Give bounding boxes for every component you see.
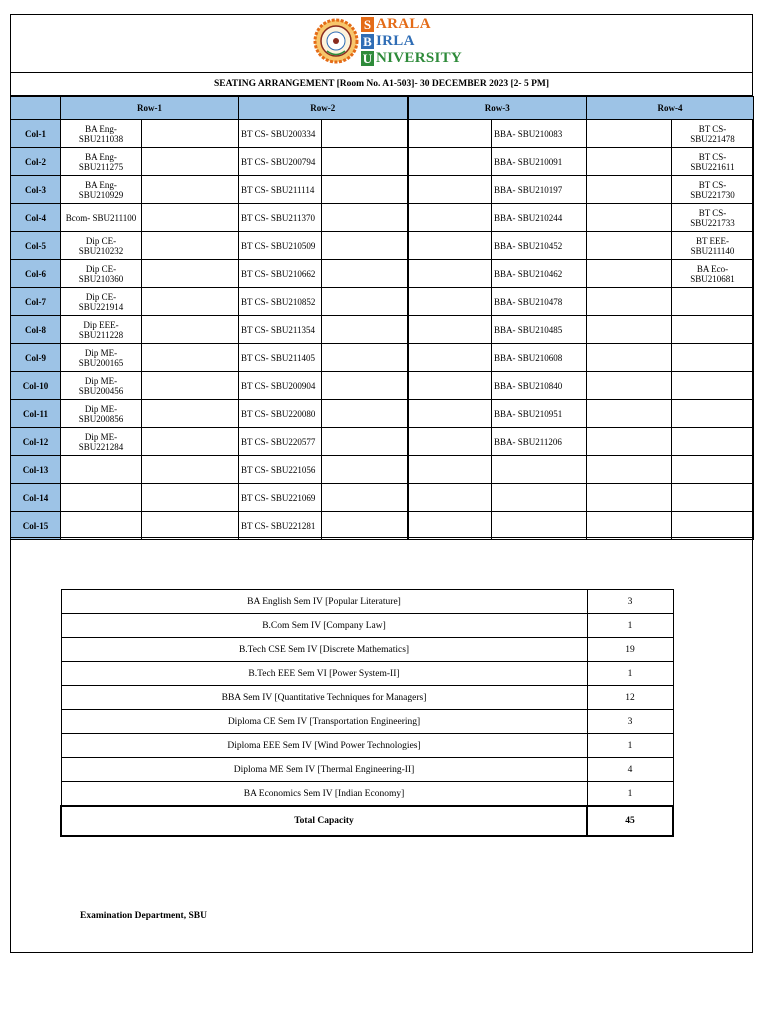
seat-cell xyxy=(672,344,754,372)
seating-row xyxy=(11,344,754,372)
empty-cell xyxy=(408,484,492,512)
course-count: 4 xyxy=(587,758,673,782)
seat-cell: BT CS- SBU210662 xyxy=(239,260,322,288)
summary-row xyxy=(61,686,673,710)
seating-header-row xyxy=(11,97,754,120)
total-label: Total Capacity xyxy=(61,806,587,836)
seat-cell: BT CS- SBU200904 xyxy=(239,372,322,400)
total-value: 45 xyxy=(587,806,673,836)
seat-cell: BT CS- SBU211405 xyxy=(239,344,322,372)
seat-cell: BBA- SBU210485 xyxy=(492,316,587,344)
seat-cell: BBA- SBU211206 xyxy=(492,428,587,456)
empty-cell xyxy=(587,456,672,484)
course-name: BA English Sem IV [Popular Literature] xyxy=(61,590,587,614)
seat-cell: BA Eng- SBU211275 xyxy=(61,148,142,176)
seating-table xyxy=(10,96,754,540)
seat-cell: BT CS- SBU200794 xyxy=(239,148,322,176)
seat-cell: Dip EEE- SBU211228 xyxy=(61,316,142,344)
empty-cell xyxy=(322,176,408,204)
brand-initial: S xyxy=(361,17,374,32)
seat-cell xyxy=(61,484,142,512)
seat-cell xyxy=(672,400,754,428)
column-label: Col-9 xyxy=(11,344,61,372)
course-name: B.Com Sem IV [Company Law] xyxy=(61,614,587,638)
course-name: Diploma EEE Sem IV [Wind Power Technologies] xyxy=(61,734,587,758)
empty-cell xyxy=(408,288,492,316)
empty-cell xyxy=(322,372,408,400)
seat-cell xyxy=(61,512,142,540)
seat-cell: BT CS- SBU211354 xyxy=(239,316,322,344)
seat-cell: Dip CE- SBU210232 xyxy=(61,232,142,260)
seat-cell: BT CS- SBU210509 xyxy=(239,232,322,260)
empty-cell xyxy=(142,344,239,372)
empty-cell xyxy=(142,148,239,176)
course-count: 3 xyxy=(587,590,673,614)
column-label: Col-1 xyxy=(11,120,61,148)
empty-cell xyxy=(408,400,492,428)
empty-cell xyxy=(322,120,408,148)
seating-row xyxy=(11,120,754,148)
seat-cell: BT CS- SBU221281 xyxy=(239,512,322,540)
empty-cell xyxy=(587,204,672,232)
empty-cell xyxy=(408,120,492,148)
header-row-4: Row-4 xyxy=(587,97,754,120)
course-name: BA Economics Sem IV [Indian Economy] xyxy=(61,782,587,807)
header-row-3: Row-3 xyxy=(408,97,587,120)
seating-row xyxy=(11,316,754,344)
course-name: BBA Sem IV [Quantitative Techniques for Managers] xyxy=(61,686,587,710)
page-title: SEATING ARRANGEMENT [Room No. A1-503]- 30 DECEMBER 2023 [2- 5 PM] xyxy=(10,72,753,96)
empty-cell xyxy=(408,372,492,400)
brand-line xyxy=(361,16,462,33)
empty-cell xyxy=(142,176,239,204)
seating-row xyxy=(11,484,754,512)
empty-cell xyxy=(322,232,408,260)
seat-cell: BBA- SBU210608 xyxy=(492,344,587,372)
seat-cell: BT CS- SBU211114 xyxy=(239,176,322,204)
empty-cell xyxy=(322,148,408,176)
empty-cell xyxy=(322,428,408,456)
seat-cell xyxy=(672,316,754,344)
empty-cell xyxy=(322,400,408,428)
summary-row xyxy=(61,710,673,734)
brand-initial: B xyxy=(361,34,374,49)
empty-cell xyxy=(142,484,239,512)
empty-cell xyxy=(322,316,408,344)
column-label: Col-3 xyxy=(11,176,61,204)
column-label: Col-13 xyxy=(11,456,61,484)
empty-cell xyxy=(408,456,492,484)
seat-cell: BT CS- SBU221478 xyxy=(672,120,754,148)
seat-cell: BT CS- SBU221056 xyxy=(239,456,322,484)
empty-cell xyxy=(408,344,492,372)
column-label: Col-15 xyxy=(11,512,61,540)
seat-cell: BBA- SBU210197 xyxy=(492,176,587,204)
seat-cell: Bcom- SBU211100 xyxy=(61,204,142,232)
course-count: 1 xyxy=(587,614,673,638)
empty-cell xyxy=(587,400,672,428)
corner-cell xyxy=(11,97,61,120)
empty-cell xyxy=(587,428,672,456)
seat-cell: BT CS- SBU211370 xyxy=(239,204,322,232)
seating-row xyxy=(11,512,754,540)
empty-cell xyxy=(142,288,239,316)
empty-cell xyxy=(587,316,672,344)
seat-cell xyxy=(492,512,587,540)
total-row xyxy=(61,806,673,836)
logo-header xyxy=(10,14,753,72)
brand-word: IRLA xyxy=(376,33,415,49)
empty-cell xyxy=(408,176,492,204)
seat-cell: BBA- SBU210462 xyxy=(492,260,587,288)
empty-cell xyxy=(587,288,672,316)
section-divider xyxy=(10,537,753,538)
seat-cell: BBA- SBU210840 xyxy=(492,372,587,400)
column-label: Col-10 xyxy=(11,372,61,400)
seat-cell xyxy=(492,484,587,512)
seat-cell: BT CS- SBU220080 xyxy=(239,400,322,428)
course-name: B.Tech EEE Sem VI [Power System-II] xyxy=(61,662,587,686)
seat-cell: Dip CE- SBU221914 xyxy=(61,288,142,316)
seat-cell: Dip ME- SBU200456 xyxy=(61,372,142,400)
column-label: Col-11 xyxy=(11,400,61,428)
column-label: Col-12 xyxy=(11,428,61,456)
seat-cell: BBA- SBU210478 xyxy=(492,288,587,316)
course-name: B.Tech CSE Sem IV [Discrete Mathematics] xyxy=(61,638,587,662)
seat-cell: BBA- SBU210091 xyxy=(492,148,587,176)
brand-word: NIVERSITY xyxy=(376,50,463,66)
seat-cell xyxy=(672,512,754,540)
seat-cell xyxy=(672,288,754,316)
empty-cell xyxy=(322,260,408,288)
empty-cell xyxy=(587,484,672,512)
seating-row xyxy=(11,232,754,260)
empty-cell xyxy=(142,512,239,540)
empty-cell xyxy=(142,120,239,148)
empty-cell xyxy=(142,204,239,232)
column-label: Col-4 xyxy=(11,204,61,232)
seating-row xyxy=(11,372,754,400)
seat-cell: BT CS- SBU221730 xyxy=(672,176,754,204)
empty-cell xyxy=(142,400,239,428)
seat-cell: Dip ME- SBU221284 xyxy=(61,428,142,456)
empty-cell xyxy=(142,456,239,484)
seat-cell: Dip ME- SBU200856 xyxy=(61,400,142,428)
seat-cell: BT CS- SBU221733 xyxy=(672,204,754,232)
course-name: Diploma CE Sem IV [Transportation Engineering] xyxy=(61,710,587,734)
empty-cell xyxy=(408,512,492,540)
empty-cell xyxy=(142,316,239,344)
seating-row xyxy=(11,204,754,232)
brand-line xyxy=(361,50,462,67)
empty-cell xyxy=(322,456,408,484)
empty-cell xyxy=(587,232,672,260)
seat-cell: BA Eco- SBU210681 xyxy=(672,260,754,288)
seat-cell: BT CS- SBU200334 xyxy=(239,120,322,148)
empty-cell xyxy=(322,512,408,540)
empty-cell xyxy=(322,204,408,232)
empty-cell xyxy=(408,260,492,288)
course-name: Diploma ME Sem IV [Thermal Engineering-II] xyxy=(61,758,587,782)
course-count: 1 xyxy=(587,734,673,758)
empty-cell xyxy=(408,428,492,456)
brand-initial: U xyxy=(362,51,373,66)
seat-cell: BT CS- SBU221069 xyxy=(239,484,322,512)
university-wordmark xyxy=(361,16,462,67)
university-logo xyxy=(313,16,473,72)
summary-row xyxy=(61,590,673,614)
empty-cell xyxy=(142,260,239,288)
summary-row xyxy=(61,758,673,782)
seat-cell: BBA- SBU210951 xyxy=(492,400,587,428)
seat-cell: Dip ME- SBU200165 xyxy=(61,344,142,372)
summary-row xyxy=(61,638,673,662)
column-label: Col-7 xyxy=(11,288,61,316)
seating-row xyxy=(11,456,754,484)
seating-row xyxy=(11,400,754,428)
header-row-2: Row-2 xyxy=(239,97,408,120)
seat-cell: BBA- SBU210083 xyxy=(492,120,587,148)
seat-cell: BBA- SBU210452 xyxy=(492,232,587,260)
column-label: Col-2 xyxy=(11,148,61,176)
empty-cell xyxy=(408,232,492,260)
summary-row xyxy=(61,662,673,686)
column-label: Col-14 xyxy=(11,484,61,512)
seat-cell xyxy=(672,428,754,456)
course-count: 19 xyxy=(587,638,673,662)
brand-line xyxy=(361,33,462,50)
seating-row xyxy=(11,148,754,176)
seat-cell xyxy=(61,456,142,484)
empty-cell xyxy=(322,344,408,372)
empty-cell xyxy=(587,260,672,288)
empty-cell xyxy=(142,428,239,456)
seating-row xyxy=(11,428,754,456)
course-count: 1 xyxy=(587,662,673,686)
seat-cell: BA Eng- SBU211038 xyxy=(61,120,142,148)
university-seal-icon xyxy=(313,18,359,64)
brand-word: ARALA xyxy=(376,16,431,32)
summary-row xyxy=(61,614,673,638)
empty-cell xyxy=(142,232,239,260)
seating-row xyxy=(11,260,754,288)
empty-cell xyxy=(587,120,672,148)
footer-department: Examination Department, SBU xyxy=(80,911,207,921)
seat-cell xyxy=(672,372,754,400)
seat-cell xyxy=(672,484,754,512)
empty-cell xyxy=(408,148,492,176)
seat-cell: Dip CE- SBU210360 xyxy=(61,260,142,288)
course-count: 1 xyxy=(587,782,673,807)
column-label: Col-8 xyxy=(11,316,61,344)
empty-cell xyxy=(587,176,672,204)
seat-cell: BT CS- SBU220577 xyxy=(239,428,322,456)
column-label: Col-5 xyxy=(11,232,61,260)
empty-cell xyxy=(587,344,672,372)
seat-cell xyxy=(492,456,587,484)
empty-cell xyxy=(587,372,672,400)
course-count: 12 xyxy=(587,686,673,710)
summary-row xyxy=(61,734,673,758)
seat-cell: BT EEE- SBU211140 xyxy=(672,232,754,260)
course-count: 3 xyxy=(587,710,673,734)
seating-row xyxy=(11,288,754,316)
seat-cell: BT CS- SBU210852 xyxy=(239,288,322,316)
empty-cell xyxy=(408,316,492,344)
empty-cell xyxy=(587,148,672,176)
seat-cell: BT CS- SBU221611 xyxy=(672,148,754,176)
empty-cell xyxy=(587,512,672,540)
seat-cell: BBA- SBU210244 xyxy=(492,204,587,232)
empty-cell xyxy=(322,484,408,512)
header-row-1: Row-1 xyxy=(61,97,239,120)
empty-cell xyxy=(142,372,239,400)
summary-row xyxy=(61,782,673,807)
seat-cell xyxy=(672,456,754,484)
seating-row xyxy=(11,176,754,204)
empty-cell xyxy=(322,288,408,316)
seat-cell: BA Eng- SBU210929 xyxy=(61,176,142,204)
course-summary-table xyxy=(60,589,674,837)
column-label: Col-6 xyxy=(11,260,61,288)
empty-cell xyxy=(408,204,492,232)
